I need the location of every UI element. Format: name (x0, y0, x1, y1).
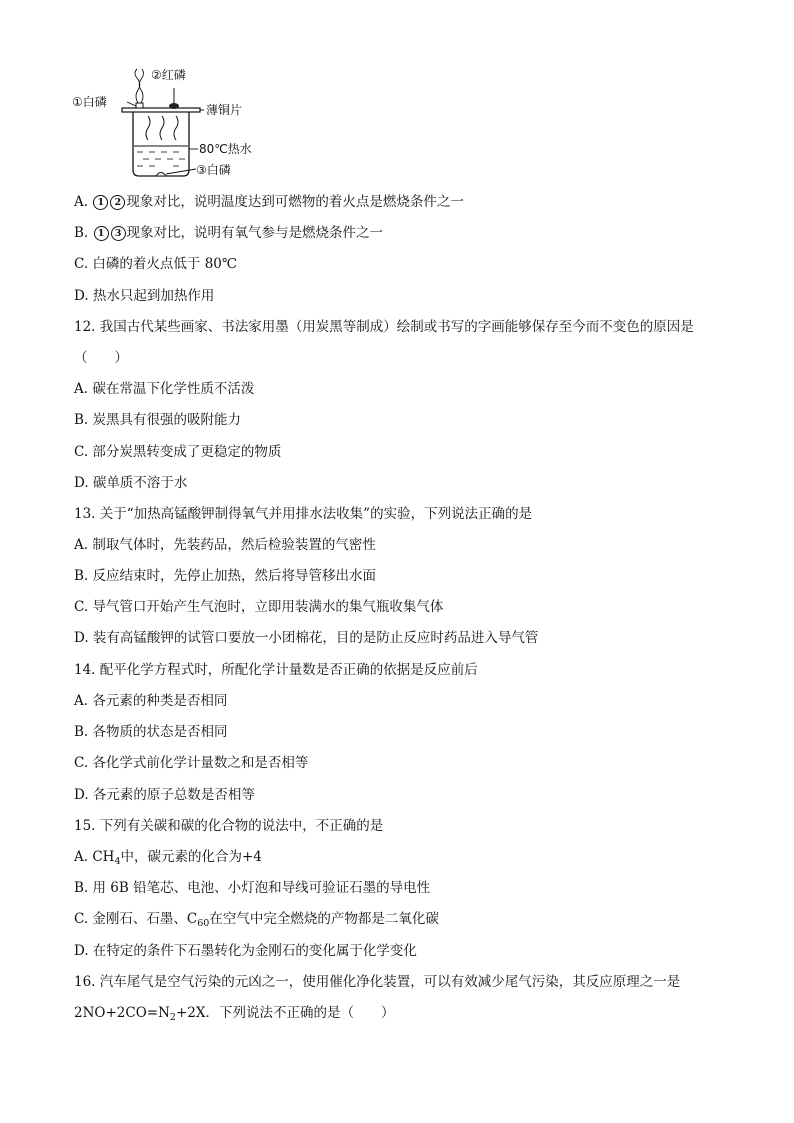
equation-text: +2X．下列说法不正确的是（ ） (175, 1005, 395, 1021)
q15-stem: 15. 下列有关碳和碳的化合物的说法中，不正确的是 (74, 818, 384, 834)
circled-number: 1 (93, 195, 108, 210)
steam-wisps (146, 116, 178, 140)
red-phosphorus (169, 103, 179, 109)
q15-option-a[interactable] (74, 848, 262, 871)
q12-option-a[interactable]: A. 碳在常温下化学性质不活泼 (74, 381, 255, 397)
label-white-phosphorus-1: ①白磷 (72, 95, 107, 109)
option-text: 现象对比，说明温度达到可燃物的着火点是燃烧条件之一 (126, 194, 464, 210)
equation-text: 2NO+2CO=N (74, 1005, 170, 1021)
q15-option-c[interactable] (74, 910, 439, 933)
q15-option-d[interactable]: D. 在特定的条件下石墨转化为金刚石的变化属于化学变化 (74, 943, 417, 959)
q14-option-a[interactable]: A. 各元素的种类是否相同 (74, 693, 228, 709)
copper-sheet (122, 108, 200, 112)
white-phosphorus-1 (136, 103, 143, 108)
white-phosphorus-3 (156, 173, 166, 177)
label-copper-sheet: 薄铜片 (206, 103, 243, 117)
option-text: 现象对比，说明有氧气参与是燃烧条件之一 (126, 225, 384, 241)
circled-number: 3 (111, 226, 126, 241)
option-text: C. 金刚石、石墨、C (74, 911, 198, 927)
q12-option-c[interactable]: C. 部分炭黑转变成了更稳定的物质 (74, 444, 282, 460)
q12-stem: 12. 我国古代某些画家、书法家用墨（用炭黑等制成）绘制或书写的字画能够保存至今而不变色的原因是 (74, 319, 694, 335)
option-letter: B. (74, 225, 89, 241)
q13-option-b[interactable]: B. 反应结束时，先停止加热，然后将导管移出水面 (74, 568, 377, 584)
q13-option-c[interactable]: C. 导气管口开始产生气泡时，立即用装满水的集气瓶收集气体 (74, 599, 444, 615)
q12-option-b[interactable]: B. 炭黑具有很强的吸附能力 (74, 412, 242, 428)
label-hot-water: 80℃热水 (199, 142, 252, 156)
q14-stem: 14. 配平化学方程式时，所配化学计量数是否正确的依据是反应前后 (74, 662, 478, 678)
q11-option-d[interactable]: D. 热水只起到加热作用 (74, 288, 215, 304)
q13-option-a[interactable]: A. 制取气体时，先装药品，然后检验装置的气密性 (74, 537, 376, 553)
label-white-phosphorus-3: ③白磷 (196, 163, 231, 177)
smoke-plume (135, 69, 144, 103)
q12-answer-paren: （ ） (74, 350, 128, 366)
option-text: A. CH (74, 849, 115, 865)
circled-number: 1 (94, 226, 109, 241)
q16-equation (74, 1004, 394, 1027)
q11-option-a[interactable] (74, 193, 464, 211)
circled-number: 2 (110, 195, 125, 210)
q11-option-b[interactable] (74, 224, 383, 242)
subscript: 2 (169, 1012, 176, 1023)
q13-stem: 13. 关于“加热高锰酸钾制得氧气并用排水法收集”的实验，下列说法正确的是 (74, 506, 533, 522)
q13-option-d[interactable]: D. 装有高锰酸钾的试管口要放一小团棉花，目的是防止反应时药品进入导气管 (74, 630, 539, 646)
option-text: 在空气中完全燃烧的产物都是二氧化碳 (209, 911, 439, 927)
q16-stem: 16. 汽车尾气是空气污染的元凶之一，使用催化净化装置，可以有效减少尾气污染，其反应原理之一是 (74, 974, 681, 990)
q14-option-c[interactable]: C. 各化学式前化学计量数之和是否相等 (74, 755, 309, 771)
q14-option-d[interactable]: D. 各元素的原子总数是否相等 (74, 787, 255, 803)
subscript: 60 (197, 918, 210, 929)
label-red-phosphorus: ②红磷 (151, 68, 186, 82)
option-text: 中，碳元素的化合为+4 (120, 849, 262, 865)
q15-option-b[interactable]: B. 用 6B 铅笔芯、电池、小灯泡和导线可验证石墨的导电性 (74, 880, 431, 896)
water-dashes (137, 152, 185, 166)
combustion-experiment-diagram (70, 66, 270, 182)
option-letter: A. (74, 194, 89, 210)
subscript: 4 (114, 856, 121, 867)
q14-option-b[interactable]: B. 各物质的状态是否相同 (74, 724, 228, 740)
q11-option-c[interactable]: C. 白磷的着火点低于 80℃ (74, 256, 238, 272)
q12-option-d[interactable]: D. 碳单质不溶于水 (74, 475, 188, 491)
